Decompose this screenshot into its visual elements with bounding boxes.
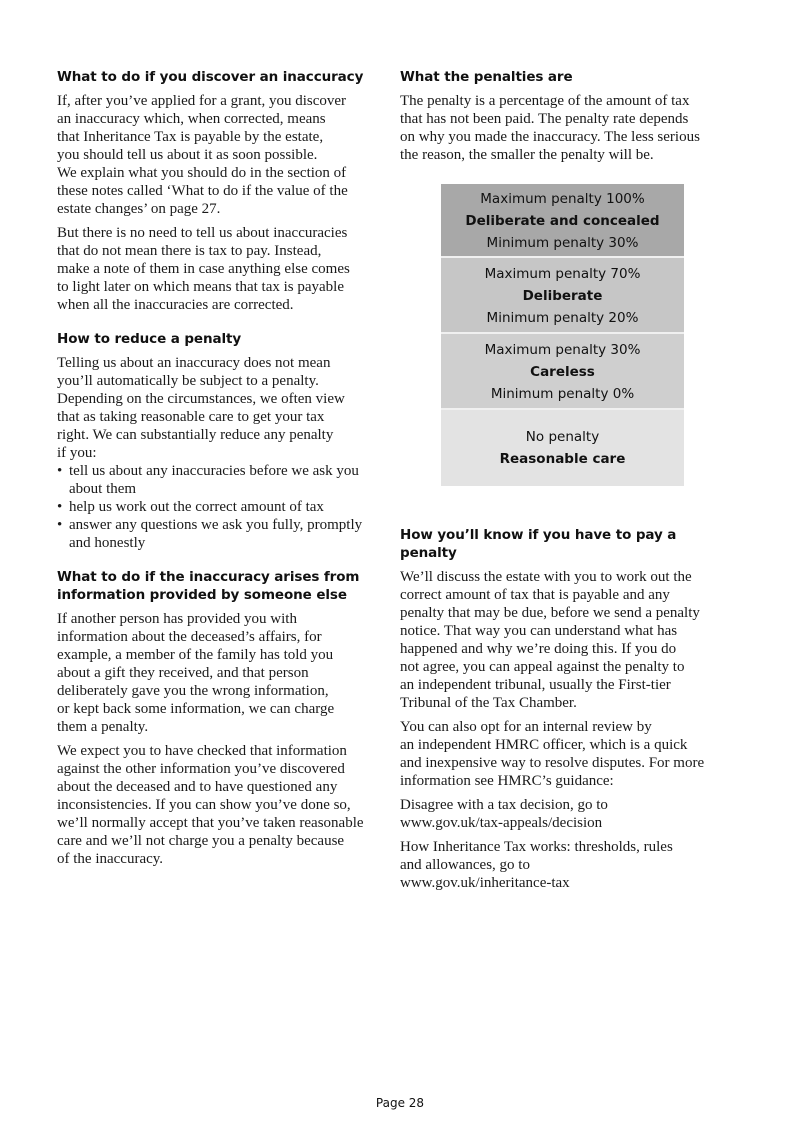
penalty-category: Reasonable care	[499, 451, 626, 467]
list-item: • tell us about any inaccuracies before we ask you about them	[57, 462, 383, 498]
penalty-category: Deliberate	[522, 288, 603, 304]
paragraph-someone-else-1: If another person has provided you with information about the deceased’s affairs, for example, a member of the family has told you about a gift they received, and that person deliberately gave you the wrong information, or kept back some information, we can charge them a penalty.	[57, 611, 335, 735]
paragraph-discover-inaccuracy-2: But there is no need to tell us about inaccuracies that do not mean there is tax to pay. Instead, make a note of them in case anything else comes to light later on which means that tax is payable when all the inaccuracies are corrected.	[57, 225, 350, 313]
list-item: • help us work out the correct amount of tax	[57, 498, 383, 516]
penalty-band-deliberate	[441, 258, 684, 334]
paragraph-someone-else-2: We expect you to have checked that information against the other information you’ve discovered about the deceased and to have questioned any inconsistencies. If you can show you’ve done so, we’ll normally accept that you’ve taken reasonable care and we’ll not charge you a penalty because of the inaccuracy.	[57, 743, 364, 867]
max-penalty: Maximum penalty 70%	[484, 266, 641, 282]
paragraph-tax-appeals-link: Disagree with a tax decision, go to www.gov.uk/tax-appeals/decision	[400, 797, 608, 831]
right-column	[400, 68, 730, 898]
heading-reduce-penalty: How to reduce a penalty	[57, 331, 242, 347]
penalty-band-careless	[441, 334, 684, 410]
heading-inaccuracy-someone-else: What to do if the inaccuracy arises from information provided by someone else	[57, 569, 360, 603]
heading-discover-inaccuracy: What to do if you discover an inaccuracy	[57, 69, 364, 85]
heading-penalties: What the penalties are	[400, 69, 573, 85]
max-penalty: Maximum penalty 30%	[484, 342, 641, 358]
page-number: Page 28	[375, 1096, 425, 1110]
paragraph-inheritance-tax-link: How Inheritance Tax works: thresholds, rules and allowances, go to www.gov.uk/inheritance-tax	[400, 839, 673, 891]
no-penalty: No penalty	[525, 429, 600, 445]
paragraph-reduce-penalty: Telling us about an inaccuracy does not mean you’ll automatically be subject to a penalty. Depending on the circumstances, we often view that as taking reasonable care to get your tax right. We can substantially reduce any penalty if you:	[57, 355, 345, 461]
min-penalty: Minimum penalty 0%	[490, 386, 635, 402]
paragraph-know-penalty-2: You can also opt for an internal review by an independent HMRC officer, which is a quick and inexpensive way to resolve disputes. For more information see HMRC’s guidance:	[400, 719, 705, 789]
penalty-category: Deliberate and concealed	[465, 213, 660, 229]
penalty-band-deliberate-concealed	[441, 184, 684, 258]
penalty-band-reasonable-care	[441, 410, 684, 486]
paragraph-penalties: The penalty is a percentage of the amount of tax that has not been paid. The penalty rate depends on why you made the inaccuracy. The less serious the reason, the smaller the penalty will be.	[400, 93, 700, 163]
left-column	[57, 68, 383, 874]
penalty-table	[441, 184, 684, 486]
max-penalty: Maximum penalty 100%	[480, 191, 645, 207]
list-item: • answer any questions we ask you fully, promptly and honestly	[57, 516, 383, 552]
min-penalty: Minimum penalty 30%	[486, 235, 639, 251]
reduce-penalty-list	[57, 462, 383, 552]
penalty-category: Careless	[530, 364, 595, 380]
min-penalty: Minimum penalty 20%	[486, 310, 639, 326]
paragraph-know-penalty-1: We’ll discuss the estate with you to work out the correct amount of tax that is payable and any penalty that may be due, before we send a penalty notice. That way you can understand what has happened and why we’re doing this. If you do not agree, you can appeal against the penalty to an independent tribunal, usually the First-tier Tribunal of the Tax Chamber.	[400, 569, 700, 711]
paragraph-discover-inaccuracy-1: If, after you’ve applied for a grant, you discover an inaccuracy which, when corrected, means that Inheritance Tax is payable by the estate, you should tell us about it as soon possible. We explain what you should do in the section of these notes called ‘What to do if the value of the estate changes’ on page 27.	[57, 93, 348, 217]
heading-know-if-pay-penalty: How you’ll know if you have to pay a penalty	[400, 527, 677, 561]
